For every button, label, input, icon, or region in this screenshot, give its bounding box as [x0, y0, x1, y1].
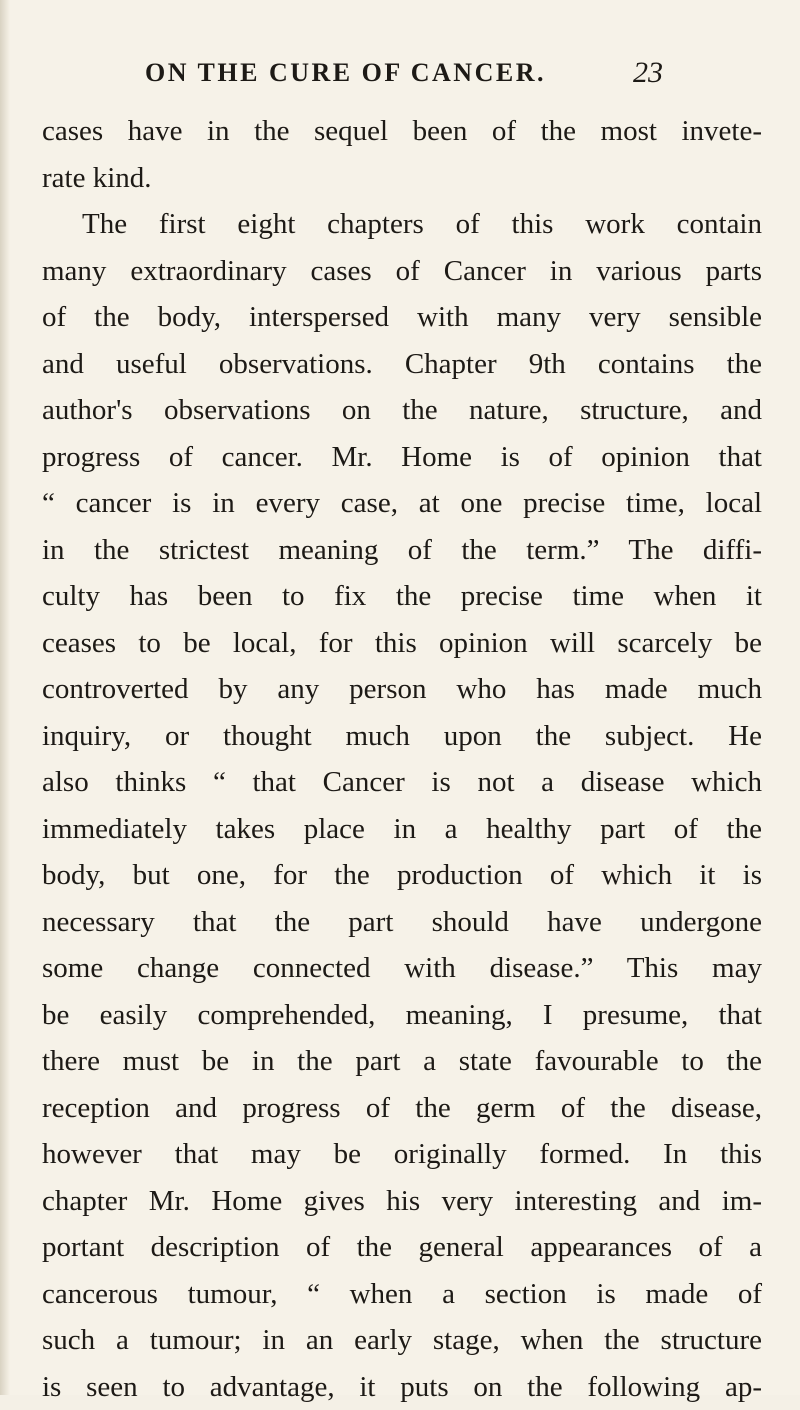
- text-line: many extraordinary cases of Cancer in various parts: [42, 248, 762, 295]
- text-line: culty has been to fix the precise time when it: [42, 573, 762, 620]
- running-header: [0, 58, 800, 98]
- text-line: such a tumour; in an early stage, when the structure: [42, 1317, 762, 1364]
- text-line: be easily comprehended, meaning, I presume, that: [42, 992, 762, 1039]
- running-title: ON THE CURE OF CANCER.: [145, 58, 546, 88]
- text-line: ceases to be local, for this opinion will scarcely be: [42, 620, 762, 667]
- text-line: immediately takes place in a healthy part of the: [42, 806, 762, 853]
- text-line: rate kind.: [42, 155, 762, 202]
- text-line: body, but one, for the production of which it is: [42, 852, 762, 899]
- text-line: in the strictest meaning of the term.” The diffi-: [42, 527, 762, 574]
- text-line: cancerous tumour, “ when a section is made of: [42, 1271, 762, 1318]
- text-line: chapter Mr. Home gives his very interesting and im-: [42, 1178, 762, 1225]
- text-line: reception and progress of the germ of the disease,: [42, 1085, 762, 1132]
- text-line: necessary that the part should have undergone: [42, 899, 762, 946]
- text-line: also thinks “ that Cancer is not a disease which: [42, 759, 762, 806]
- text-line: is seen to advantage, it puts on the following ap-: [42, 1364, 762, 1410]
- text-line: there must be in the part a state favourable to the: [42, 1038, 762, 1085]
- page-number: 23: [633, 56, 663, 90]
- text-line: progress of cancer. Mr. Home is of opinion that: [42, 434, 762, 481]
- text-line: portant description of the general appearances of a: [42, 1224, 762, 1271]
- body-text: [42, 108, 762, 1410]
- text-line: The first eight chapters of this work contain: [42, 201, 762, 248]
- text-line: controverted by any person who has made much: [42, 666, 762, 713]
- text-line: however that may be originally formed. In this: [42, 1131, 762, 1178]
- text-line: cases have in the sequel been of the most invete-: [42, 108, 762, 155]
- text-line: author's observations on the nature, structure, and: [42, 387, 762, 434]
- text-line: of the body, interspersed with many very sensible: [42, 294, 762, 341]
- page-gutter-shadow: [0, 0, 10, 1395]
- text-line: inquiry, or thought much upon the subject. He: [42, 713, 762, 760]
- text-line: and useful observations. Chapter 9th contains the: [42, 341, 762, 388]
- text-line: some change connected with disease.” This may: [42, 945, 762, 992]
- text-line: “ cancer is in every case, at one precise time, local: [42, 480, 762, 527]
